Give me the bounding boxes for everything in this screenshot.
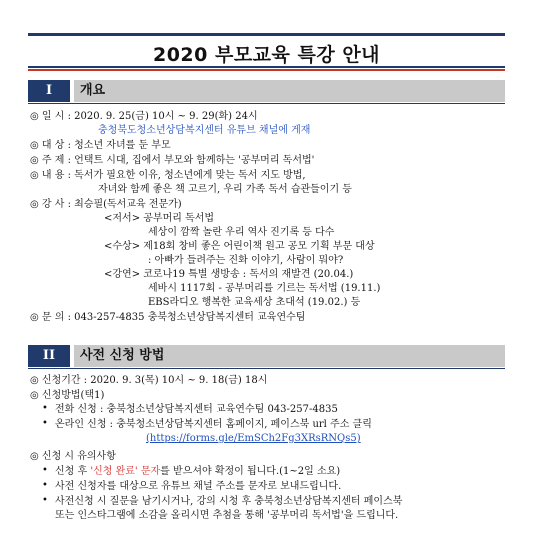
note-3a: 사전신청 시 질문을 남기시거나, 강의 시청 후 충북청소년상담복지센터 페이스북 [55,496,403,507]
section-underline [28,368,505,369]
page-title: 2020 부모교육 특강 안내 [152,44,381,66]
overview-target: ◎ 대 상 : 청소년 자녀를 둔 부모 [30,140,171,151]
note-1-pre: 신청 후 [55,466,91,477]
section-underline [28,103,505,104]
lecturer-books-2: 세상이 깜짝 놀란 우리 역사 진기록 등 다수 [148,227,335,238]
lecturer-award-2: : 아빠가 들려주는 진화 이야기, 사람이 뭐야? [148,255,344,266]
overview-date: ◎ 일 시 : 2020. 9. 25(금) 10시 ~ 9. 29(화) 24시 [30,111,258,122]
apply-online: 온라인 신청 : 충북청소년상담복지센터 홈페이지, 페이스북 url 주소 클릭 [55,419,372,430]
note-1 [55,465,340,479]
header-top-rule [28,33,505,36]
apply-period: ◎ 신청기간 : 2020. 9. 3(목) 10시 ~ 9. 18(금) 18시 [30,375,268,386]
lecturer-lecture-1: <강연> 코로나19 특별 생방송 : 독서의 재발견 (20.04.) [104,269,354,280]
section-number: II [28,345,70,367]
section-label: 개요 [74,80,505,102]
section-overview-header [28,80,505,102]
note-1-highlight: '신청 완료' 문자 [90,466,161,477]
lecturer-lecture-3: EBS라디오 행복한 교육세상 초대석 (19.02.) 등 [148,297,361,308]
apply-form-link[interactable]: (https://forms.gle/EmSCh2Fg3XRsRNQs5) [146,433,361,444]
header-bottom-rule-red [28,69,505,71]
overview-contact: ◎ 문 의 : 043-257-4835 충북청소년상담복지센터 교육연수팀 [30,312,306,323]
bullet-icon: • [42,465,48,476]
overview-date-note: 충청북도청소년상담복지센터 유튜브 채널에 게재 [98,125,311,136]
overview-theme: ◎ 주 제 : 언택트 시대, 집에서 부모와 함께하는 '공부머리 독서법' [30,155,315,166]
overview-lecturer: ◎ 강 사 : 최승필(독서교육 전문가) [30,199,182,210]
bullet-icon: • [42,403,48,414]
lecturer-lecture-2: 세바시 1117회 - 공부머리를 기르는 독서법 (19.11.) [148,283,381,294]
note-3b: 또는 인스타그램에 소감을 올리시면 추첨을 통해 '공부머리 독서법'을 드립니다. [55,510,399,521]
apply-phone: 전화 신청 : 충북청소년상담복지센터 교육연수팀 043-257-4835 [55,404,338,415]
bullet-icon: • [42,495,48,506]
section-number: I [28,80,70,102]
header-bottom-rule-blue [28,66,505,68]
note-2: 사전 신청자를 대상으로 유튜브 채널 주소를 문자로 보내드립니다. [55,481,342,492]
section-apply-header [28,345,505,367]
notes-head: ◎ 신청 시 유의사항 [30,451,116,462]
note-1-post: 를 받으셔야 확정이 됩니다.(1~2일 소요) [160,466,341,477]
overview-content-1: ◎ 내 용 : 독서가 필요한 이유, 청소년에게 맞는 독서 지도 방법, [30,170,306,181]
section-label: 사전 신청 방법 [74,345,505,367]
bullet-icon: • [42,480,48,491]
lecturer-books: <저서> 공부머리 독서법 [104,213,215,224]
apply-method-head: ◎ 신청방법(택1) [30,390,105,401]
overview-content-2: 자녀와 함께 좋은 책 고르기, 우리 가족 독서 습관들이기 등 [98,184,352,195]
lecturer-award-1: <수상> 제18회 창비 좋은 어린이책 원고 공모 기획 부문 대상 [104,241,375,252]
bullet-icon: • [42,418,48,429]
